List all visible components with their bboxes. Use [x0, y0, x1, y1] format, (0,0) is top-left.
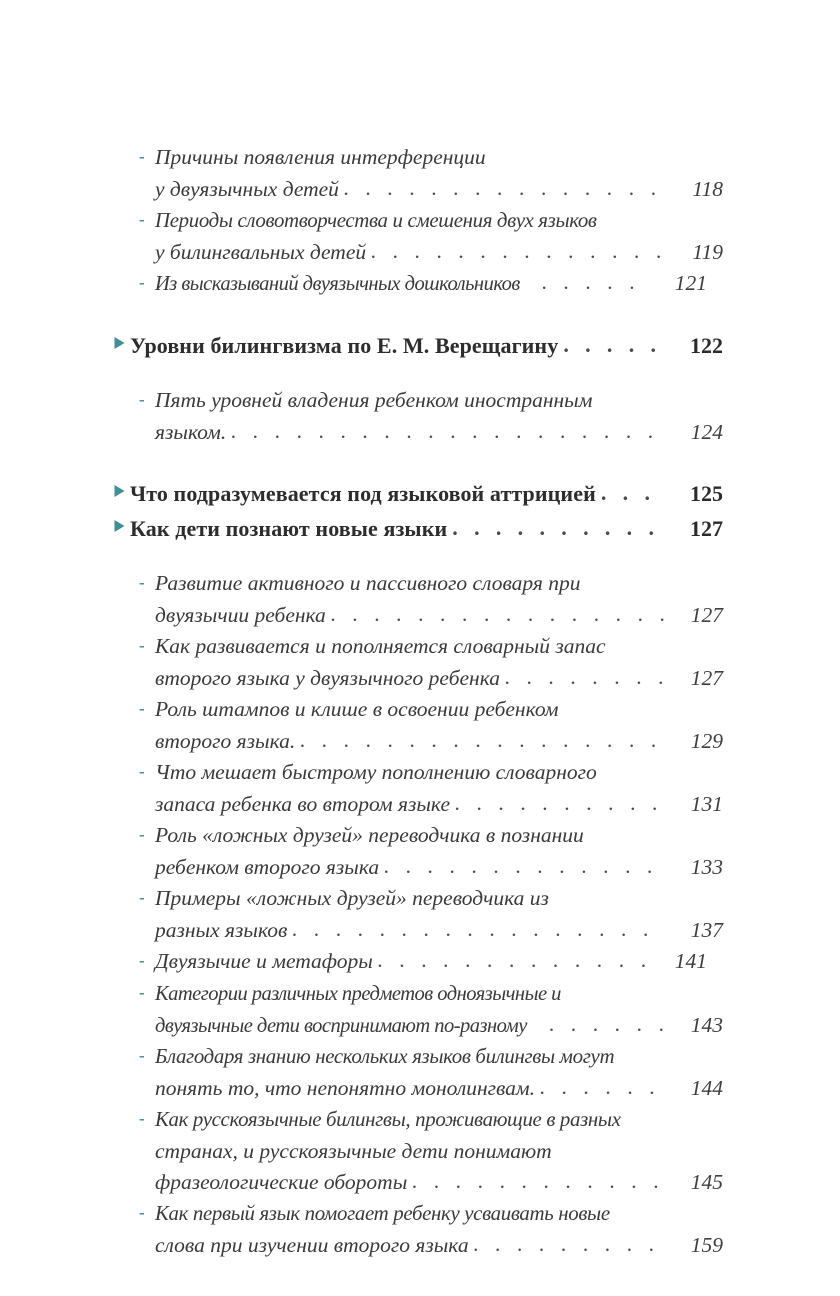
- subentry-line: у билингвальных детей: [155, 240, 367, 264]
- subentry-line: Как развивается и пополняется словарный запас: [155, 634, 606, 658]
- dash-bullet-icon: -: [139, 824, 145, 844]
- dot-leader: [601, 477, 666, 508]
- toc-subentry-14[interactable]: [0, 1104, 840, 1198]
- dash-bullet-icon: -: [139, 209, 145, 229]
- dot-leader: [378, 945, 650, 976]
- subentry-page-number: 119: [692, 240, 723, 264]
- toc-subentry-12[interactable]: [0, 978, 840, 1041]
- dot-leader: [412, 1166, 666, 1197]
- toc-subentry-15[interactable]: [0, 1198, 840, 1261]
- dash-bullet-icon: -: [139, 1108, 145, 1128]
- chapter-page-number: 125: [690, 481, 723, 506]
- chapter-title: Как дети познают новые языки: [130, 516, 448, 541]
- subentry-line: у двуязычных детей: [155, 177, 339, 201]
- toc-subentry-1[interactable]: [0, 142, 840, 205]
- subentry-page-number: 159: [690, 1233, 723, 1257]
- subentry-line: Роль штампов и клише в освоении ребенком: [155, 697, 559, 721]
- spacer: [0, 448, 840, 478]
- dot-leader: [384, 851, 666, 882]
- subentry-line: Благодаря знанию нескольких языков билингвы могут: [155, 1044, 615, 1068]
- subentry-line: Пять уровней владения ребенком иностранным: [155, 388, 593, 412]
- dot-leader: [344, 173, 666, 204]
- dash-bullet-icon: -: [139, 761, 145, 781]
- dash-bullet-icon: -: [139, 635, 145, 655]
- toc-chapter-2[interactable]: [0, 478, 840, 509]
- toc-subentry-3[interactable]: [0, 268, 840, 300]
- dash-bullet-icon: -: [139, 146, 145, 166]
- toc-subentry-9[interactable]: [0, 820, 840, 883]
- dash-bullet-icon: -: [139, 698, 145, 718]
- dot-leader: [452, 512, 666, 543]
- subentry-page-number: 121: [674, 271, 707, 295]
- subentry-line: языком.: [155, 420, 227, 444]
- subentry-line: Причины появления интерференции: [155, 145, 486, 169]
- dot-leader: [300, 725, 666, 756]
- dot-leader: [505, 662, 666, 693]
- dash-bullet-icon: -: [139, 982, 145, 1002]
- subentry-page-number: 141: [674, 949, 707, 973]
- chapter-page-number: 127: [690, 516, 723, 541]
- subentry-page-number: 143: [690, 1013, 723, 1037]
- triangle-right-icon: [113, 336, 130, 350]
- dash-bullet-icon: -: [139, 1045, 145, 1065]
- dot-leader: [455, 788, 666, 819]
- dash-bullet-icon: -: [139, 887, 145, 907]
- spacer: [0, 300, 840, 330]
- subentry-page-number: 124: [690, 420, 723, 444]
- triangle-right-icon: [113, 484, 130, 498]
- subentry-line: фразеологические обороты: [155, 1170, 408, 1194]
- dot-leader: [231, 416, 666, 447]
- toc-subentry-5[interactable]: [0, 568, 840, 631]
- dot-leader: [540, 1072, 666, 1103]
- toc-subentry-6[interactable]: [0, 631, 840, 694]
- subentry-line: Периоды словотворчества и смешения двух языков: [155, 208, 597, 232]
- subentry-page-number: 129: [690, 729, 723, 753]
- subentry-line: Как первый язык помогает ребенку усваивать новые: [155, 1201, 610, 1225]
- subentry-page-number: 144: [690, 1076, 723, 1100]
- subentry-page-number: 127: [690, 666, 723, 690]
- subentry-line: слова при изучении второго языка: [155, 1233, 469, 1257]
- subentry-line: Как русскоязычные билингвы, проживающие в разных: [155, 1107, 621, 1131]
- spacer: [0, 544, 840, 568]
- subentry-page-number: 133: [690, 855, 723, 879]
- subentry-page-number: 131: [690, 792, 723, 816]
- subentry-page-number: 118: [692, 177, 723, 201]
- dash-bullet-icon: -: [139, 272, 145, 292]
- subentry-line: Двуязычие и метафоры: [155, 949, 373, 973]
- dot-leader: [542, 267, 650, 298]
- dash-bullet-icon: -: [139, 389, 145, 409]
- dot-leader: [331, 599, 666, 630]
- subentry-line: второго языка у двуязычного ребенка: [155, 666, 500, 690]
- subentry-page-number: 145: [690, 1170, 723, 1194]
- subentry-line: Развитие активного и пассивного словаря при: [155, 571, 581, 595]
- toc-chapter-1[interactable]: [0, 330, 840, 361]
- toc-subentry-7[interactable]: [0, 694, 840, 757]
- dash-bullet-icon: -: [139, 572, 145, 592]
- subentry-line: двуязычии ребенка: [155, 603, 326, 627]
- toc-subentry-13[interactable]: [0, 1041, 840, 1104]
- chapter-title: Уровни билингвизма по Е. М. Верещагину: [130, 333, 559, 358]
- subentry-line: ребенком второго языка: [155, 855, 380, 879]
- subentry-line: Категории различных предметов одноязычные и: [155, 981, 561, 1005]
- toc-subentry-2[interactable]: [0, 205, 840, 268]
- subentry-line: Что мешает быстрому пополнению словарного: [155, 760, 597, 784]
- subentry-line: понять то, что непонятно монолингвам.: [155, 1076, 536, 1100]
- subentry-line: странах, и русскоязычные дети понимают: [155, 1139, 552, 1163]
- dot-leader: [549, 1009, 666, 1040]
- subentry-line: Роль «ложных друзей» переводчика в познании: [155, 823, 584, 847]
- spacer: [0, 361, 840, 385]
- dot-leader: [292, 914, 666, 945]
- toc-subentry-8[interactable]: [0, 757, 840, 820]
- toc-subentry-4[interactable]: [0, 385, 840, 448]
- toc-subentry-10[interactable]: [0, 883, 840, 946]
- subentry-line: Примеры «ложных друзей» переводчика из: [155, 886, 549, 910]
- subentry-line: двуязычные дети воспринимают по-разному: [155, 1013, 527, 1037]
- dot-leader: [371, 236, 666, 267]
- subentry-line: второго языка.: [155, 729, 296, 753]
- dot-leader: [474, 1229, 666, 1260]
- subentry-line: запаса ребенка во втором языке: [155, 792, 450, 816]
- triangle-right-icon: [113, 519, 130, 533]
- dot-leader: [563, 329, 666, 360]
- subentry-line: Из высказываний двуязычных дошкольников: [155, 271, 520, 295]
- toc-chapter-3[interactable]: [0, 513, 840, 544]
- toc-subentry-11[interactable]: [0, 946, 840, 978]
- subentry-page-number: 137: [690, 918, 723, 942]
- dash-bullet-icon: -: [139, 1202, 145, 1222]
- chapter-page-number: 122: [690, 333, 723, 358]
- subentry-page-number: 127: [690, 603, 723, 627]
- dash-bullet-icon: -: [139, 950, 145, 970]
- subentry-line: разных языков: [155, 918, 288, 942]
- chapter-title: Что подразумевается под языковой аттрицией: [130, 481, 596, 506]
